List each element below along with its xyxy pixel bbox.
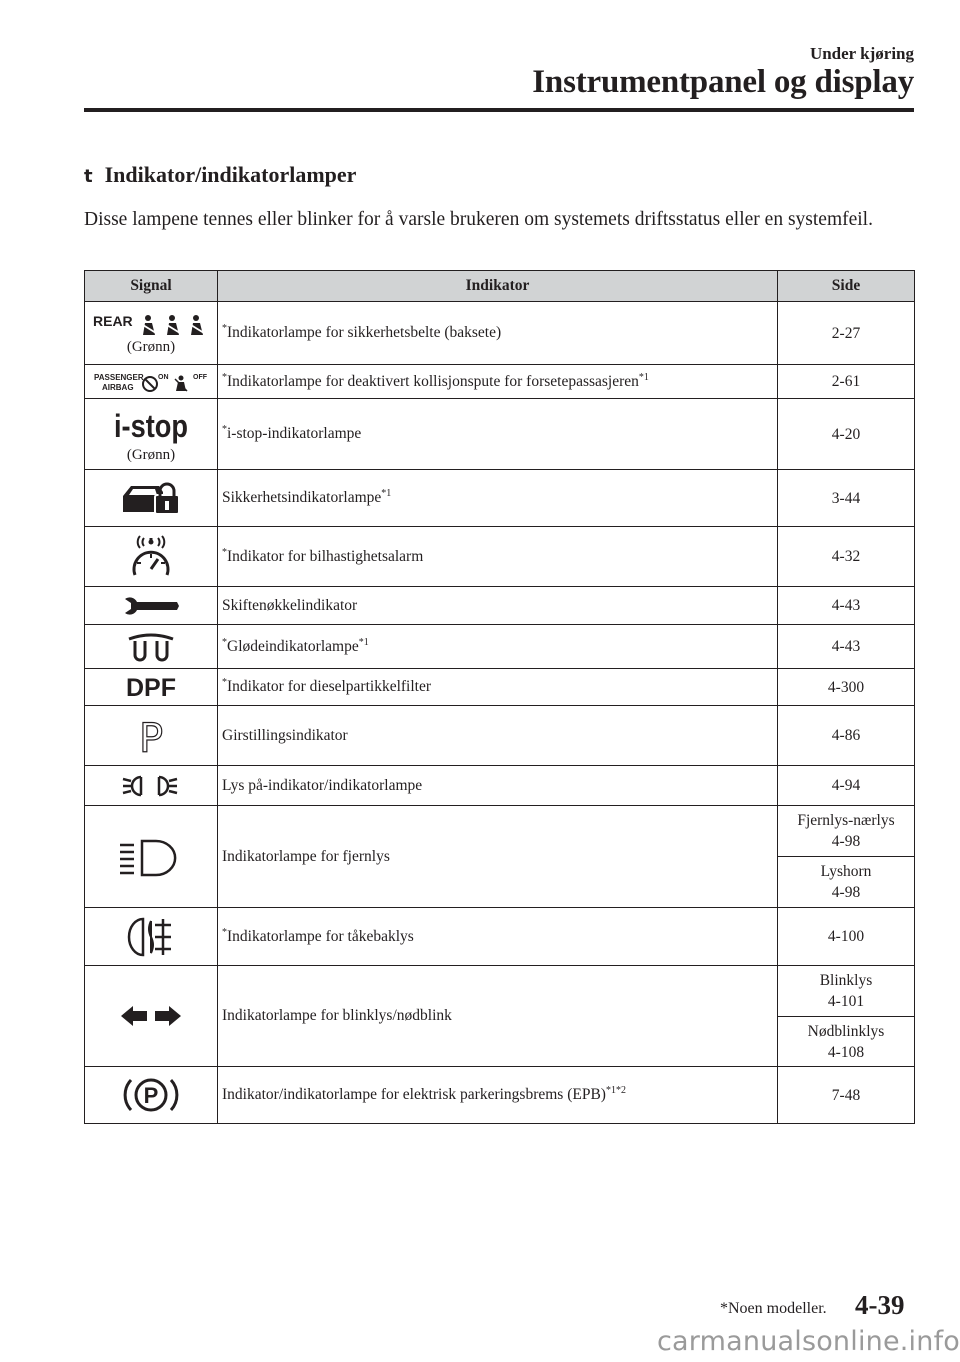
gear-p-icon [89, 714, 213, 762]
header-page: Side [778, 271, 915, 302]
svg-text:REAR: REAR [93, 312, 133, 329]
rear-fog-icon [89, 915, 213, 959]
page-cell: 4-86 [778, 706, 915, 766]
indicator-cell: *Indikatorlampe for tåkebaklys [218, 908, 778, 966]
table-row [85, 365, 915, 399]
table-row [85, 806, 915, 857]
indicator-cell: *Indikator for bilhastighetsalarm [218, 527, 778, 587]
indicator-cell: *i-stop-indikatorlampe [218, 399, 778, 470]
watermark: carmanualsonline.info [657, 1326, 960, 1357]
svg-text:DPF: DPF [126, 674, 176, 702]
indicator-cell: Lys på-indikator/indikatorlampe [218, 766, 778, 806]
page-number: 4-39 [855, 1290, 905, 1320]
high-beam-icon [89, 837, 213, 877]
table-row [85, 706, 915, 766]
signal-cell [85, 365, 218, 399]
table-row [85, 669, 915, 706]
lights-on-icon [89, 773, 213, 799]
signal-cell [85, 669, 218, 706]
signal-cell [85, 706, 218, 766]
epb-icon [89, 1072, 213, 1118]
rear-seatbelt-icon [89, 311, 213, 337]
signal-cell [85, 470, 218, 527]
table-row [85, 1067, 915, 1124]
signal-cell [85, 806, 218, 908]
page-cell: Fjernlys-nærlys 4-98 [778, 806, 915, 857]
page-cell: 2-27 [778, 302, 915, 365]
signal-cell [85, 908, 218, 966]
page-cell: Nødblinklys 4-108 [778, 1017, 915, 1067]
svg-text:OFF: OFF [193, 373, 207, 381]
dpf-icon [89, 674, 213, 700]
table-row [85, 470, 915, 527]
indicator-cell: Indikator/indikatorlampe for elektrisk parkeringsbrems (EPB)$^{*1*2}$ [218, 1067, 778, 1124]
indicator-cell: *Indikatorlampe for sikkerhetsbelte (baksete) [218, 302, 778, 365]
page-cell: 4-100 [778, 908, 915, 966]
glow-plug-icon [89, 631, 213, 663]
page-cell: 2-61 [778, 365, 915, 399]
car-security-lock-icon [89, 480, 213, 516]
signal-color-note: (Grønn) [126, 446, 176, 463]
table-row [85, 302, 915, 365]
speed-alarm-icon [89, 535, 213, 579]
signal-cell [85, 625, 218, 669]
table-row [85, 527, 915, 587]
signal-cell [85, 766, 218, 806]
svg-text:P: P [138, 715, 164, 762]
signal-cell [85, 527, 218, 587]
indicator-cell: *Glødeindikatorlampe$^{*1}$ [218, 625, 778, 669]
table-row [85, 766, 915, 806]
header-indicator: Indikator [218, 271, 778, 302]
svg-text:i-stop: i-stop [114, 407, 188, 444]
chapter-title: Instrumentpanel og display [532, 64, 914, 100]
page-cell: 4-32 [778, 527, 915, 587]
i-stop-icon [89, 405, 213, 445]
header-rule [84, 108, 914, 112]
section-bullet: t [84, 166, 93, 187]
intro-paragraph: Disse lampene tennes eller blinker for å varsle brukeren om systemets driftsstatus eller en systemfeil. [84, 209, 873, 230]
page-cell: 4-94 [778, 766, 915, 806]
page-cell: Blinklys 4-101 [778, 966, 915, 1017]
indicator-cell: Girstillingsindikator [218, 706, 778, 766]
section-title: Indikator/indikatorlamper [104, 162, 357, 187]
table-row [85, 966, 915, 1017]
svg-text:P: P [143, 1083, 159, 1108]
table-header-row [85, 271, 915, 302]
signal-cell [85, 966, 218, 1067]
signal-cell [85, 1067, 218, 1124]
indicator-cell: Indikatorlampe for fjernlys [218, 806, 778, 908]
footnote: *Noen modeller. [720, 1300, 827, 1317]
table-row [85, 399, 915, 470]
svg-text:ON: ON [158, 373, 169, 381]
table-row [85, 908, 915, 966]
indicator-cell: Skiftenøkkelindikator [218, 587, 778, 625]
indicator-cell: Indikatorlampe for blinklys/nødblink [218, 966, 778, 1067]
signal-color-note: (Grønn) [126, 338, 176, 355]
indicator-table [84, 270, 915, 1124]
passenger-airbag-off-icon [89, 370, 213, 394]
page-cell: Lyshorn 4-98 [778, 857, 915, 908]
turn-signal-icon [89, 1003, 213, 1029]
section-heading [84, 162, 356, 188]
table-row [85, 587, 915, 625]
page-cell: 3-44 [778, 470, 915, 527]
indicator-cell: *Indikator for dieselpartikkelfilter [218, 669, 778, 706]
table-row [85, 625, 915, 669]
page-cell: 4-43 [778, 587, 915, 625]
chapter-subtitle: Under kjøring [809, 44, 914, 63]
page-cell: 4-300 [778, 669, 915, 706]
signal-cell [85, 302, 218, 365]
header-signal: Signal [85, 271, 218, 302]
page-cell: 4-43 [778, 625, 915, 669]
wrench-icon [89, 596, 213, 616]
indicator-cell: *Indikatorlampe for deaktivert kollisjonspute for forsetepassasjeren$^{*1}$ [218, 365, 778, 399]
page-cell: 4-20 [778, 399, 915, 470]
signal-cell [85, 399, 218, 470]
svg-text:PASSENGER: PASSENGER [94, 372, 144, 382]
svg-text:AIRBAG: AIRBAG [102, 382, 134, 392]
indicator-cell: Sikkerhetsindikatorlampe$^{*1}$ [218, 470, 778, 527]
page-cell: 7-48 [778, 1067, 915, 1124]
signal-cell [85, 587, 218, 625]
